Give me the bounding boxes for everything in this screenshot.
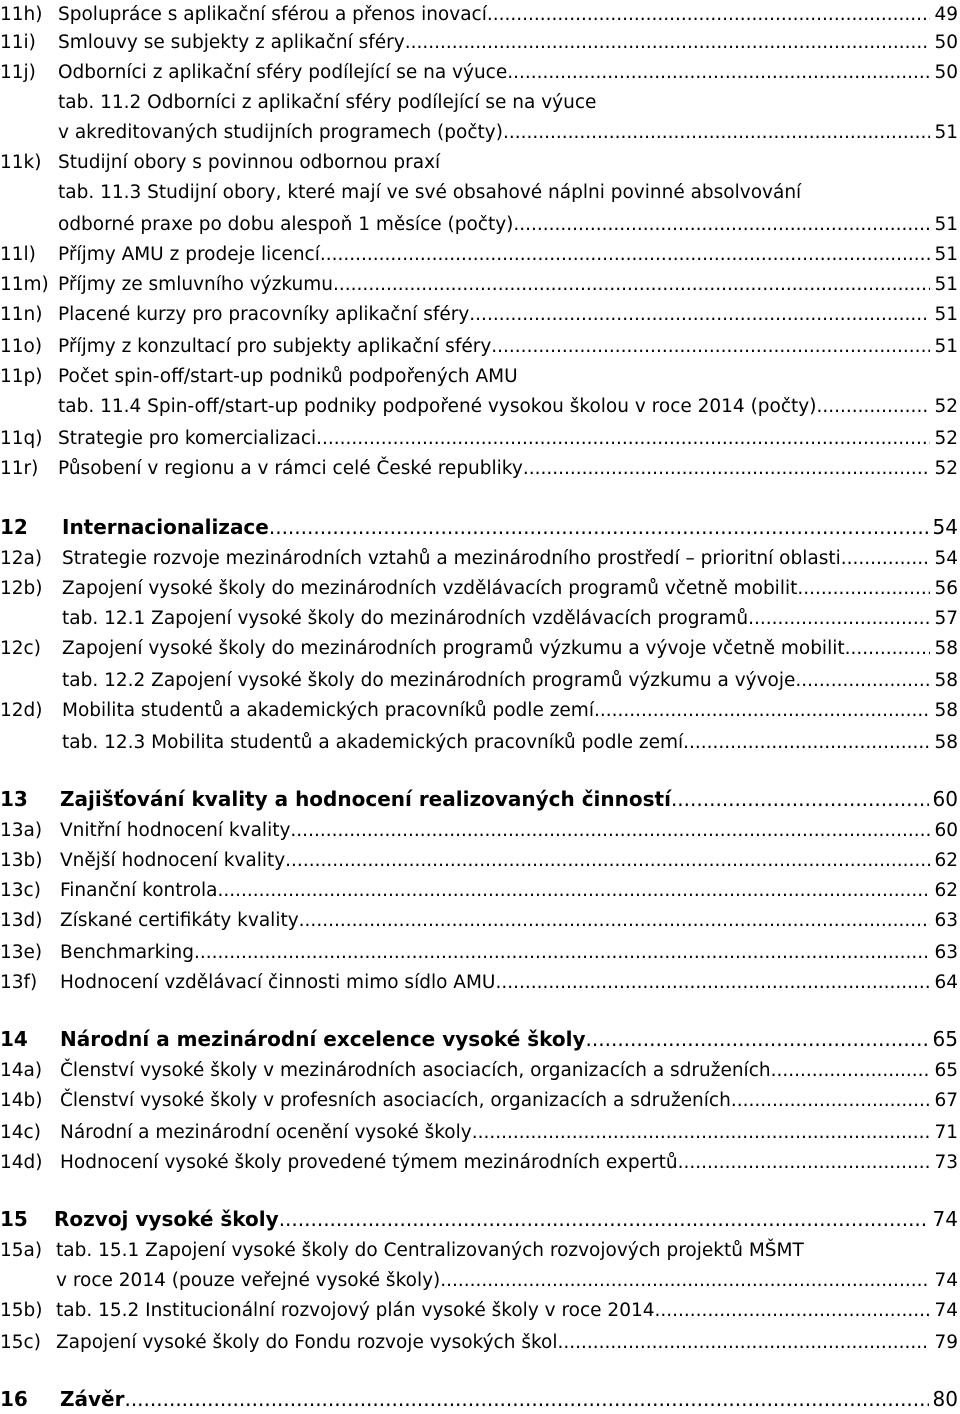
toc-entry[interactable] bbox=[0, 846, 958, 876]
toc-entry-number: 11l) bbox=[0, 244, 36, 265]
toc-entry-label: tab. 11.2 Odborníci z aplikační sféry podílející se na výuce bbox=[58, 92, 597, 113]
toc-entry-number: 13d) bbox=[0, 910, 43, 931]
dot-leader bbox=[586, 1024, 929, 1054]
dot-leader bbox=[655, 1296, 931, 1326]
toc-entry-page: 62 bbox=[934, 850, 958, 871]
dot-leader bbox=[299, 906, 931, 936]
toc-entry-page: 58 bbox=[934, 638, 958, 659]
toc-entry-page: 49 bbox=[934, 4, 958, 25]
dot-leader bbox=[124, 1384, 928, 1414]
toc-entry-label: Internacionalizace bbox=[62, 515, 269, 539]
toc-entry-number: 11o) bbox=[0, 336, 43, 357]
toc-entry-label: Členství vysoké školy v mezinárodních asociacích, organizacích a sdruženích bbox=[60, 1060, 771, 1081]
toc-entry-page: 65 bbox=[932, 1027, 958, 1051]
toc-entry-number: 14b) bbox=[0, 1090, 43, 1111]
toc-entry-page: 64 bbox=[934, 972, 958, 993]
toc-entry[interactable] bbox=[0, 544, 958, 574]
dot-leader bbox=[841, 544, 931, 574]
toc-entry-number: 12b) bbox=[0, 578, 43, 599]
toc-entry-label: odborné praxe po dobu alespoň 1 měsíce (počty) bbox=[58, 214, 514, 235]
toc-entry-label: tab. 12.3 Mobilita studentů a akademických pracovníků podle zemí bbox=[62, 732, 684, 753]
toc-entry-number: 11q) bbox=[0, 428, 43, 449]
toc-entry-label: Hodnocení vzdělávací činnosti mimo sídlo AMU bbox=[60, 972, 496, 993]
toc-entry-label: Finanční kontrola bbox=[60, 880, 218, 901]
toc-entry-number: 16 bbox=[0, 1387, 28, 1411]
toc-entry-page: 52 bbox=[934, 458, 958, 479]
toc-entry-label: Zapojení vysoké školy do mezinárodních programů výzkumu a vývoje včetně mobilit bbox=[62, 638, 845, 659]
toc-entry-label: Placené kurzy pro pracovníky aplikační sféry bbox=[58, 304, 470, 325]
toc-entry-number: 13e) bbox=[0, 942, 43, 963]
toc-entry-number: 15a) bbox=[0, 1240, 43, 1261]
toc-entry-label: Působení v regionu a v rámci celé České republiky bbox=[58, 458, 523, 479]
toc-section-heading[interactable] bbox=[0, 1204, 958, 1234]
toc-entry-number: 14c) bbox=[0, 1122, 41, 1143]
toc-entry-label: tab. 11.3 Studijní obory, které mají ve své obsahové náplni povinné absolvování bbox=[58, 182, 802, 203]
toc-entry[interactable] bbox=[0, 1086, 958, 1116]
toc-entry-label: Mobilita studentů a akademických pracovníků podle zemí bbox=[62, 700, 594, 721]
toc-section-heading[interactable] bbox=[0, 1384, 958, 1414]
toc-entry[interactable] bbox=[0, 392, 958, 422]
toc-entry-label: Zapojení vysoké školy do mezinárodních vzdělávacích programů včetně mobilit bbox=[62, 578, 798, 599]
toc-entry[interactable] bbox=[0, 28, 958, 58]
toc-entry-page: 67 bbox=[934, 1090, 958, 1111]
dot-leader bbox=[491, 332, 930, 362]
toc-entry[interactable] bbox=[0, 88, 958, 118]
toc-entry[interactable] bbox=[0, 178, 958, 208]
toc-entry-label: Spolupráce s aplikační sférou a přenos inovací bbox=[58, 4, 487, 25]
toc-entry-page: 51 bbox=[934, 274, 958, 295]
dot-leader bbox=[495, 968, 930, 998]
toc-entry-page: 79 bbox=[934, 1332, 958, 1353]
toc-entry[interactable] bbox=[0, 1236, 958, 1266]
toc-entry-label: v roce 2014 (pouze veřejné vysoké školy) bbox=[56, 1270, 441, 1291]
toc-section-heading[interactable] bbox=[0, 784, 958, 814]
dot-leader bbox=[316, 424, 930, 454]
toc-entry-page: 74 bbox=[934, 1270, 958, 1291]
toc-entry-label: Vnitřní hodnocení kvality bbox=[60, 820, 291, 841]
toc-entry-number: 15b) bbox=[0, 1300, 43, 1321]
dot-leader bbox=[405, 28, 931, 58]
toc-entry-label: Závěr bbox=[60, 1387, 125, 1411]
toc-entry-label: Odborníci z aplikační sféry podílející se na výuce bbox=[58, 62, 508, 83]
toc-entry-label: tab. 15.2 Institucionální rozvojový plán vysoké školy v roce 2014 bbox=[56, 1300, 655, 1321]
dot-leader bbox=[333, 270, 930, 300]
toc-entry[interactable] bbox=[0, 1328, 958, 1358]
toc-entry-page: 57 bbox=[934, 608, 958, 629]
toc-entry[interactable] bbox=[0, 1056, 958, 1086]
toc-entry-number: 14a) bbox=[0, 1060, 43, 1081]
dot-leader bbox=[507, 58, 930, 88]
toc-entry-page: 60 bbox=[932, 787, 958, 811]
toc-entry-label: Národní a mezinárodní excelence vysoké školy bbox=[60, 1027, 586, 1051]
toc-entry[interactable] bbox=[0, 0, 958, 30]
toc-entry-page: 63 bbox=[934, 942, 958, 963]
dot-leader bbox=[279, 1204, 929, 1234]
toc-entry-label: Zapojení vysoké školy do Fondu rozvoje vysokých škol bbox=[56, 1332, 558, 1353]
toc-entry[interactable] bbox=[0, 728, 958, 758]
toc-entry-label: tab. 12.1 Zapojení vysoké školy do mezinárodních vzdělávacích programů bbox=[62, 608, 749, 629]
dot-leader bbox=[320, 240, 931, 270]
toc-entry-label: Studijní obory s povinnou odbornou praxí bbox=[58, 152, 441, 173]
toc-entry-page: 65 bbox=[934, 1060, 958, 1081]
toc-entry-page: 51 bbox=[934, 304, 958, 325]
toc-entry-page: 74 bbox=[934, 1300, 958, 1321]
dot-leader bbox=[771, 1056, 931, 1086]
dot-leader bbox=[194, 938, 930, 968]
toc-entry-label: Smlouvy se subjekty z aplikační sféry bbox=[58, 32, 405, 53]
toc-entry-number: 14 bbox=[0, 1027, 28, 1051]
toc-entry-number: 13b) bbox=[0, 850, 43, 871]
toc-entry-number: 11i) bbox=[0, 32, 36, 53]
toc-entry[interactable] bbox=[0, 906, 958, 936]
toc-entry[interactable] bbox=[0, 270, 958, 300]
toc-entry-label: Příjmy z konzultací pro subjekty aplikační sféry bbox=[58, 336, 492, 357]
dot-leader bbox=[845, 634, 931, 664]
dot-leader bbox=[594, 696, 930, 726]
toc-entry-page: 74 bbox=[932, 1207, 958, 1231]
toc-entry[interactable] bbox=[0, 58, 958, 88]
dot-leader bbox=[816, 392, 930, 422]
toc-entry-label: Strategie rozvoje mezinárodních vztahů a mezinárodního prostředí – prioritní oblasti bbox=[62, 548, 841, 569]
toc-entry-number: 11h) bbox=[0, 4, 43, 25]
dot-leader bbox=[683, 728, 930, 758]
toc-entry-page: 56 bbox=[934, 578, 958, 599]
toc-entry[interactable] bbox=[0, 300, 958, 330]
dot-leader bbox=[678, 1148, 931, 1178]
toc-entry-page: 63 bbox=[934, 910, 958, 931]
toc-entry-page: 60 bbox=[934, 820, 958, 841]
toc-entry-page: 51 bbox=[934, 244, 958, 265]
toc-entry[interactable] bbox=[0, 816, 958, 846]
toc-entry-number: 11n) bbox=[0, 304, 43, 325]
toc-entry-label: v akreditovaných studijních programech (počty) bbox=[58, 122, 503, 143]
toc-entry-number: 11m) bbox=[0, 274, 49, 295]
toc-entry-number: 13f) bbox=[0, 972, 38, 993]
toc-entry-label: Benchmarking bbox=[60, 942, 194, 963]
toc-entry-page: 50 bbox=[934, 32, 958, 53]
toc-entry-number: 13 bbox=[0, 787, 28, 811]
toc-entry[interactable] bbox=[0, 1296, 958, 1326]
dot-leader bbox=[671, 784, 929, 814]
toc-entry[interactable] bbox=[0, 634, 958, 664]
dot-leader bbox=[731, 1086, 931, 1116]
toc-entry-page: 73 bbox=[934, 1152, 958, 1173]
toc-entry-label: tab. 11.4 Spin-off/start-up podniky podpořené vysokou školou v roce 2014 (počty) bbox=[58, 396, 817, 417]
toc-entry-number: 11r) bbox=[0, 458, 39, 479]
toc-entry-page: 51 bbox=[934, 214, 958, 235]
dot-leader bbox=[748, 604, 930, 634]
toc-entry-page: 51 bbox=[934, 336, 958, 357]
toc-entry[interactable] bbox=[0, 604, 958, 634]
dot-leader bbox=[440, 1266, 930, 1296]
toc-entry-page: 52 bbox=[934, 396, 958, 417]
toc-entry[interactable] bbox=[0, 210, 958, 240]
toc-entry[interactable] bbox=[0, 454, 958, 484]
dot-leader bbox=[269, 512, 929, 542]
toc-entry-page: 80 bbox=[932, 1387, 958, 1411]
toc-entry-number: 13c) bbox=[0, 880, 41, 901]
dot-leader bbox=[523, 454, 931, 484]
toc-entry-label: Strategie pro komercializaci bbox=[58, 428, 317, 449]
dot-leader bbox=[487, 0, 931, 30]
dot-leader bbox=[290, 816, 930, 846]
toc-entry[interactable] bbox=[0, 424, 958, 454]
toc-entry-label: Rozvoj vysoké školy bbox=[54, 1207, 279, 1231]
toc-entry-label: Počet spin-off/start-up podniků podpořených AMU bbox=[58, 366, 518, 387]
toc-entry[interactable] bbox=[0, 362, 958, 392]
dot-leader bbox=[218, 876, 931, 906]
toc-entry-label: Zajišťování kvality a hodnocení realizovaných činností bbox=[60, 787, 671, 811]
toc-entry-number: 11j) bbox=[0, 62, 36, 83]
toc-entry-page: 51 bbox=[934, 122, 958, 143]
toc-entry[interactable] bbox=[0, 240, 958, 270]
toc-entry[interactable] bbox=[0, 666, 958, 696]
toc-entry[interactable] bbox=[0, 1118, 958, 1148]
toc-entry[interactable] bbox=[0, 696, 958, 726]
toc-entry[interactable] bbox=[0, 148, 958, 178]
toc-entry-page: 54 bbox=[932, 515, 958, 539]
toc-entry[interactable] bbox=[0, 574, 958, 604]
toc-entry-number: 12 bbox=[0, 515, 28, 539]
toc-entry-label: tab. 12.2 Zapojení vysoké školy do mezinárodních programů výzkumu a vývoje bbox=[62, 670, 796, 691]
toc-section-heading[interactable] bbox=[0, 1024, 958, 1054]
dot-leader bbox=[503, 118, 931, 148]
toc-entry[interactable] bbox=[0, 1148, 958, 1178]
toc-entry-page: 54 bbox=[934, 548, 958, 569]
toc-entry-label: Hodnocení vysoké školy provedené týmem mezinárodních expertů bbox=[60, 1152, 678, 1173]
dot-leader bbox=[472, 1118, 931, 1148]
toc-entry-label: Národní a mezinárodní ocenění vysoké školy bbox=[60, 1122, 472, 1143]
dot-leader bbox=[513, 210, 930, 240]
dot-leader bbox=[797, 574, 930, 604]
toc-entry-page: 62 bbox=[934, 880, 958, 901]
toc-entry-number: 15 bbox=[0, 1207, 28, 1231]
toc-entry[interactable] bbox=[0, 968, 958, 998]
toc-entry-number: 14d) bbox=[0, 1152, 43, 1173]
toc-entry-label: tab. 15.1 Zapojení vysoké školy do Centralizovaných rozvojových projektů MŠMT bbox=[56, 1240, 804, 1261]
toc-entry-page: 58 bbox=[934, 700, 958, 721]
toc-entry-page: 58 bbox=[934, 732, 958, 753]
toc-entry-page: 58 bbox=[934, 670, 958, 691]
dot-leader bbox=[469, 300, 930, 330]
toc-entry-page: 52 bbox=[934, 428, 958, 449]
toc-entry-number: 11p) bbox=[0, 366, 43, 387]
toc-section-heading[interactable] bbox=[0, 512, 958, 542]
toc-entry-number: 12a) bbox=[0, 548, 43, 569]
toc-entry-number: 12c) bbox=[0, 638, 41, 659]
toc-entry-page: 71 bbox=[934, 1122, 958, 1143]
toc-entry-label: Získané certifikáty kvality bbox=[60, 910, 299, 931]
dot-leader bbox=[285, 846, 930, 876]
toc-entry-page: 50 bbox=[934, 62, 958, 83]
toc-entry-number: 12d) bbox=[0, 700, 43, 721]
toc-entry-number: 11k) bbox=[0, 152, 42, 173]
toc-entry-label: Členství vysoké školy v profesních asociacích, organizacích a sdruženích bbox=[60, 1090, 731, 1111]
dot-leader bbox=[795, 666, 930, 696]
toc-entry[interactable] bbox=[0, 118, 958, 148]
toc-entry[interactable] bbox=[0, 876, 958, 906]
toc-entry[interactable] bbox=[0, 1266, 958, 1296]
toc-entry-label: Příjmy ze smluvního výzkumu bbox=[58, 274, 334, 295]
toc-entry[interactable] bbox=[0, 332, 958, 362]
toc-entry-label: Vnější hodnocení kvality bbox=[60, 850, 286, 871]
toc-entry[interactable] bbox=[0, 938, 958, 968]
toc-entry-number: 15c) bbox=[0, 1332, 41, 1353]
dot-leader bbox=[558, 1328, 931, 1358]
toc-entry-number: 13a) bbox=[0, 820, 43, 841]
toc-entry-label: Příjmy AMU z prodeje licencí bbox=[58, 244, 320, 265]
